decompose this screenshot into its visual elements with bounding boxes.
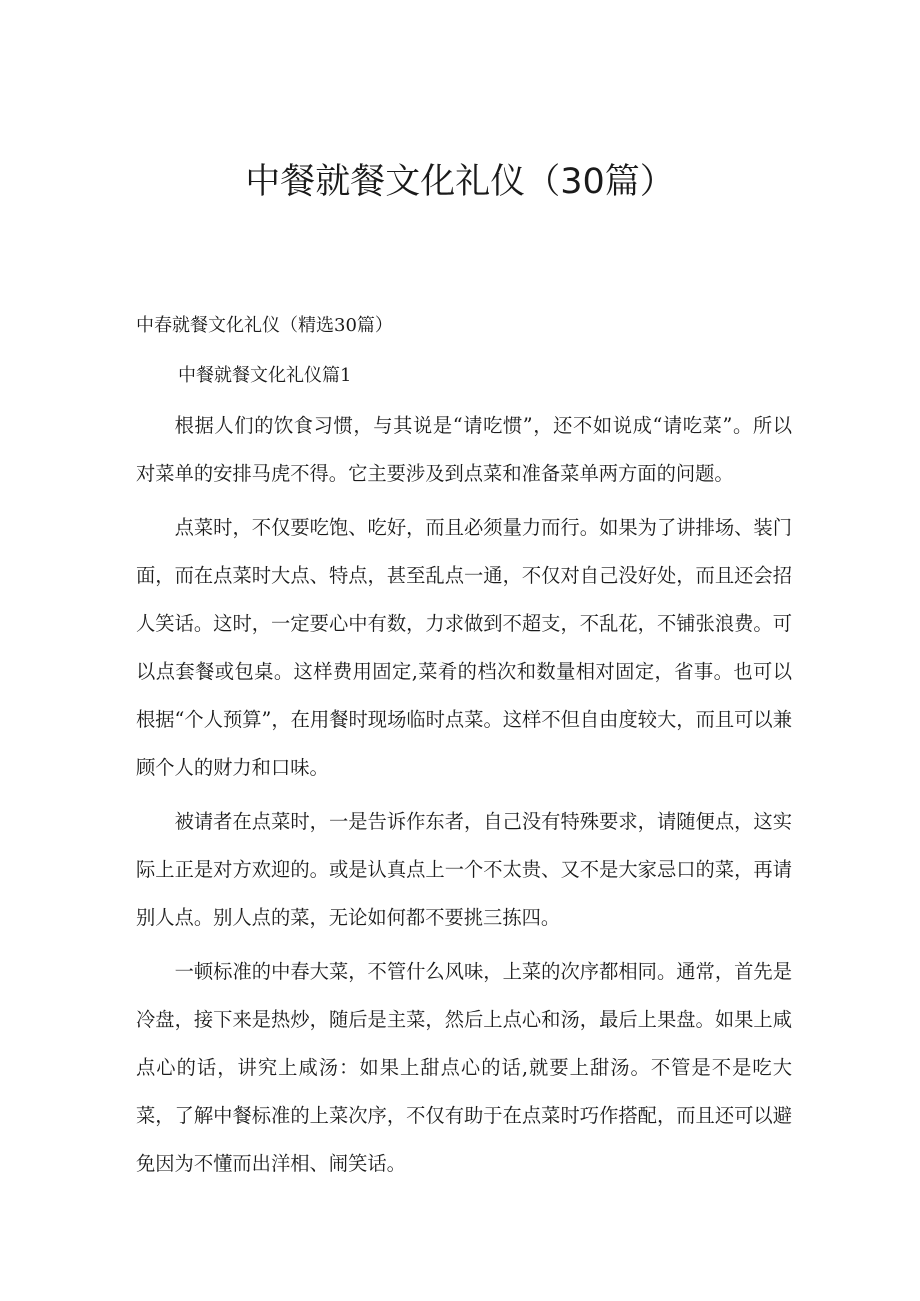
document-subtitle: 中春就餐文化礼仪（精选30篇） xyxy=(136,315,393,336)
section-heading: 中餐就餐文化礼仪篇1 xyxy=(178,365,352,386)
paragraph: 被请者在点菜时，一是告诉作东者，自己没有特殊要求，请随便点，这实际上正是对方欢迎的。或是认真点上一个不太贵、又不是大家忌口的菜，再请别人点。别人点的菜，无论如何都不要挑三拣四。 xyxy=(136,810,792,929)
page-title: 中餐就餐文化礼仪（30篇） xyxy=(245,162,675,202)
paragraph: 点菜时，不仅要吃饱、吃好，而且必须量力而行。如果为了讲排场、装门面，而在点菜时大点、特点，甚至乱点一通，不仅对自己没好处，而且还会招人笑话。这时，一定要心中有数，力求做到不超支，不乱花，不铺张浪费。可以点套餐或包桌。这样费用固定,菜肴的档次和数量相对固定，省事。也可以根据“个人预算”，在用餐时现场临时点菜。这样不但自由度较大，而且可以兼顾个人的财力和口味。 xyxy=(136,516,792,779)
paragraph: 一顿标准的中春大菜，不管什么风味，上菜的次序都相同。通常，首先是冷盘，接下来是热炒，随后是主菜，然后上点心和汤，最后上果盘。如果上咸点心的话，讲究上咸汤：如果上甜点心的话,就要上甜汤。不管是不是吃大菜，了解中餐标准的上菜次序，不仅有助于在点菜时巧作搭配，而且还可以避免因为不懂而出洋相、闹笑话。 xyxy=(136,960,792,1175)
paragraph: 根据人们的饮食习惯，与其说是“请吃惯”，还不如说成“请吃菜”。所以对菜单的安排马虎不得。它主要涉及到点菜和准备菜单两方面的问题。 xyxy=(136,414,792,485)
document-body xyxy=(136,402,792,1188)
